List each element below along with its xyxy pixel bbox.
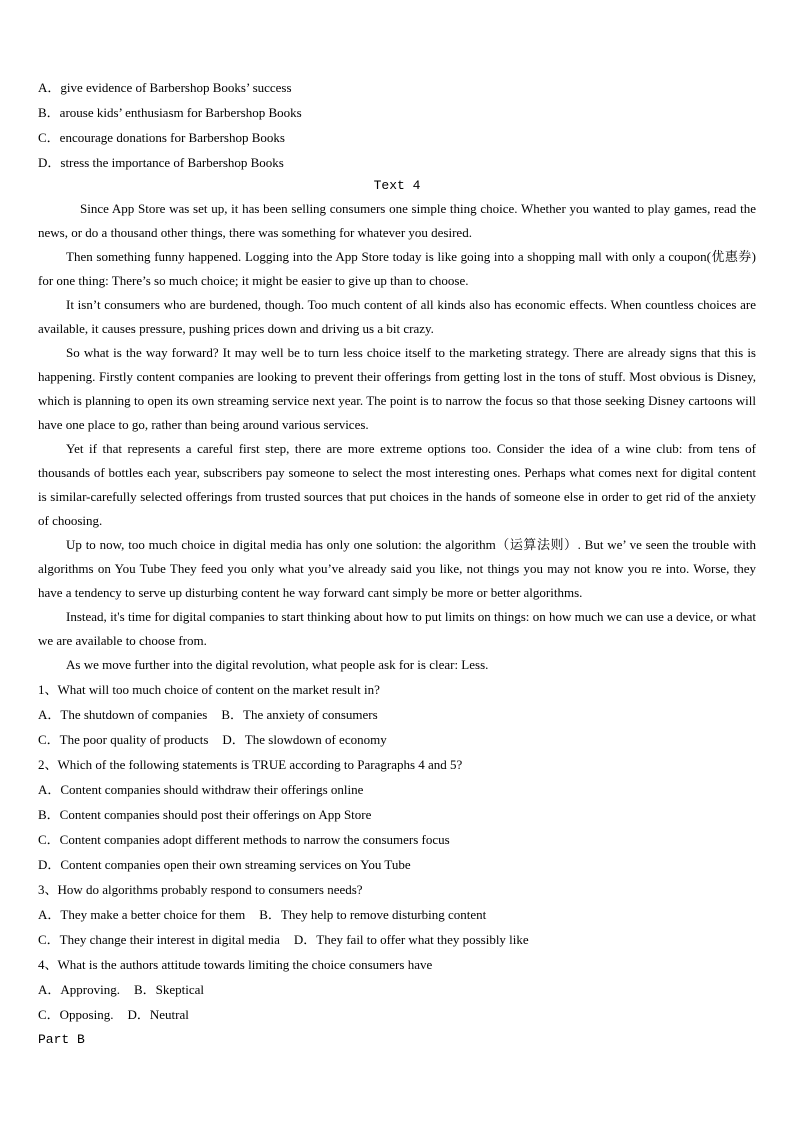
answer-option: C．They change their interest in digital media xyxy=(38,932,280,947)
answer-option: C．The poor quality of products xyxy=(38,732,209,747)
option-line: B．arouse kids’ enthusiasm for Barbershop Books xyxy=(38,105,302,120)
question-stem: 3、How do algorithms probably respond to consumers needs? xyxy=(38,882,363,897)
passage-paragraph: Instead, it's time for digital companies to start thinking about how to put limits on things: on how much we can use a device, or what we are available to choose from. xyxy=(38,609,756,648)
passage-paragraph: Up to now, too much choice in digital media has only one solution: the algorithm（运算法则）. But we’ ve seen the trouble with algorithms on You Tube They feed you only what you’ve already said you like, not things you may not know you re into. Worse, they have a tendency to serve up disturbing content he way forward cant simply be more or better algorithms. xyxy=(38,537,756,600)
question-3 xyxy=(38,877,756,952)
reading-passage xyxy=(38,197,756,677)
part-b-heading: Part B xyxy=(38,1032,85,1047)
answer-option: C．Content companies adopt different methods to narrow the consumers focus xyxy=(38,832,450,847)
answer-option: C．Opposing. xyxy=(38,1007,114,1022)
answer-option: B．Content companies should post their offerings on App Store xyxy=(38,807,372,822)
option-line: A．give evidence of Barbershop Books’ success xyxy=(38,80,292,95)
answer-option: D．Neutral xyxy=(127,1007,189,1022)
passage-paragraph: Yet if that represents a careful first step, there are more extreme options too. Consider the idea of a wine club: from tens of thousands of bottles each year, subscribers pay someone to select the most interesting ones. Perhaps what comes next for digital content is similar-carefully selected offerings from trusted sources that put choices in the hands of someone else in order to get rid of the anxiety of choosing. xyxy=(38,441,756,528)
option-row xyxy=(38,727,756,752)
answer-option: A．They make a better choice for them xyxy=(38,907,246,922)
answer-option: D．Content companies open their own streaming services on You Tube xyxy=(38,857,411,872)
section-heading: Text 4 xyxy=(373,178,421,193)
answer-option: D．They fail to offer what they possibly like xyxy=(293,932,529,947)
question-stem: 1、What will too much choice of content on the market result in? xyxy=(38,682,380,697)
option-line: C．encourage donations for Barbershop Books xyxy=(38,130,285,145)
passage-paragraph: It isn’t consumers who are burdened, though. Too much content of all kinds also has economic effects. When countless choices are available, it causes pressure, pushing prices down and driving us a bit crazy. xyxy=(38,297,756,336)
passage-paragraph: As we move further into the digital revolution, what people ask for is clear: Less. xyxy=(66,657,489,672)
passage-paragraph: Then something funny happened. Logging into the App Store today is like going into a shopping mall with only a coupon(优惠券) for one thing: There’s so much choice; it might be easier to give up than to choose. xyxy=(38,249,756,288)
answer-option: D．The slowdown of economy xyxy=(222,732,387,747)
question-4 xyxy=(38,952,756,1027)
question-2 xyxy=(38,752,756,877)
answer-option: A．The shutdown of companies xyxy=(38,707,208,722)
answer-option: A．Approving. xyxy=(38,982,120,997)
question-stem: 2、Which of the following statements is TRUE according to Paragraphs 4 and 5? xyxy=(38,757,463,772)
answer-option: A．Content companies should withdraw their offerings online xyxy=(38,782,364,797)
answer-option: B．They help to remove disturbing content xyxy=(259,907,487,922)
option-row xyxy=(38,702,756,727)
question-stem: 4、What is the authors attitude towards limiting the choice consumers have xyxy=(38,957,433,972)
option-row xyxy=(38,902,756,927)
passage-paragraph: So what is the way forward? It may well be to turn less choice itself to the marketing strategy. There are already signs that this is happening. Firstly content companies are looking to prevent their offerings from getting lost in the tons of stuff. Most obvious is Disney, which is planning to open its own streaming service next year. The point is to narrow the focus so that those seeking Disney cartoons will have one place to go, rather than being around various services. xyxy=(38,345,756,432)
option-row xyxy=(38,1002,756,1027)
option-row xyxy=(38,927,756,952)
answer-option: B．Skeptical xyxy=(133,982,205,997)
answer-option: B．The anxiety of consumers xyxy=(221,707,378,722)
previous-question-options xyxy=(38,75,756,175)
exam-page xyxy=(38,75,756,1052)
option-row xyxy=(38,977,756,1002)
passage-paragraph: Since App Store was set up, it has been selling consumers one simple thing choice. Whether you wanted to play games, read the news, or do a thousand other things, there was something for whatever you desired. xyxy=(38,201,756,240)
question-1 xyxy=(38,677,756,752)
option-line: D．stress the importance of Barbershop Books xyxy=(38,155,284,170)
